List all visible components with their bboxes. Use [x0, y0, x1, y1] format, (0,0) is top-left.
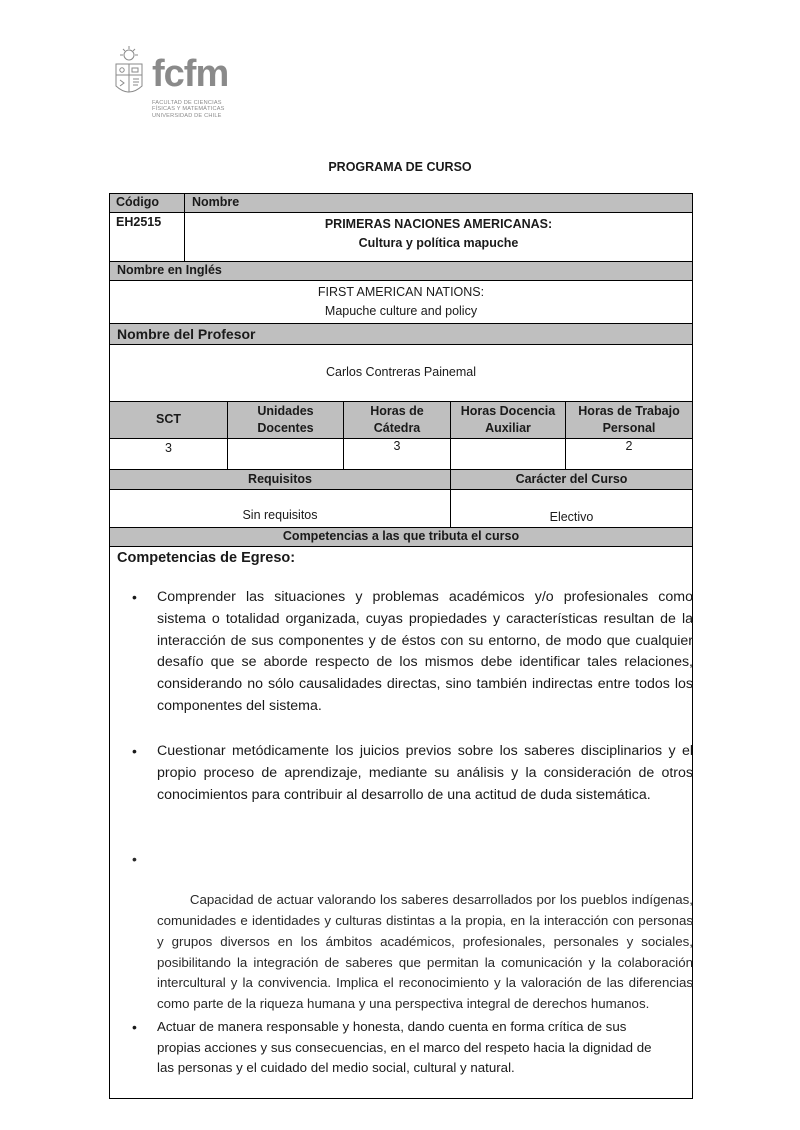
professor-label: Nombre del Profesor	[117, 326, 256, 342]
auxiliar-header-line2: Auxiliar	[485, 421, 531, 435]
course-name-line1: PRIMERAS NACIONES AMERICANAS:	[324, 217, 553, 231]
hours-values-row	[110, 439, 692, 470]
professor-row	[110, 345, 692, 402]
code-name-header-row	[110, 194, 692, 213]
competencia-item	[132, 587, 693, 718]
course-code: EH2515	[116, 215, 162, 229]
caracter-value: Electivo	[549, 510, 594, 524]
caracter-label: Carácter del Curso	[515, 472, 628, 486]
faculty-subtitle-line: FACULTAD DE CIENCIAS	[152, 100, 222, 106]
fcfm-wordmark: fcfm	[152, 53, 229, 95]
personal-header-line1: Horas de Trabajo	[578, 404, 680, 418]
competencias-label: Competencias a las que tributa el curso	[282, 529, 520, 543]
competencia-item	[132, 849, 723, 1035]
competencia-item	[132, 1017, 657, 1079]
competencia-text: Comprender las situaciones y problemas académicos y/o profesionales como sistema o totalidad organizada, cuyas propiedades y características resultan de la interacción de sus componentes y de éstos con su entorno, de modo que cualquier desafío que se aborde respecto de los mismos debe identificar tales relaciones, considerando no sólo causalidades directas, sino también indirectas entre todos los componentes del sistema.	[157, 589, 693, 714]
english-name-line1: FIRST AMERICAN NATIONS:	[317, 285, 485, 299]
code-label: Código	[116, 195, 160, 209]
sct-value: 3	[165, 441, 172, 455]
bullet-icon: •	[132, 851, 137, 867]
code-name-row	[110, 213, 692, 262]
personal-header-line2: Personal	[602, 421, 656, 435]
requisitos-label: Requisitos	[248, 472, 312, 486]
auxiliar-header-line1: Horas Docencia	[460, 404, 556, 418]
requirements-header-row	[110, 470, 692, 490]
fcfm-logo	[112, 46, 252, 130]
personal-value: 2	[625, 439, 633, 453]
sct-header: SCT	[156, 412, 181, 426]
name-label: Nombre	[192, 195, 240, 209]
bullet-icon: •	[132, 589, 137, 605]
competencia-text: Cuestionar metódicamente los juicios previos sobre los saberes disciplinarios y el propio proceso de aprendizaje, mediante su análisis y la consideración de otros conocimientos para contribuir al desarrollo de una actitud de duda sistemática.	[157, 743, 693, 803]
competencias-content	[110, 547, 723, 1098]
catedra-value: 3	[393, 439, 401, 453]
university-seal-icon	[112, 46, 146, 100]
hours-header-row	[110, 402, 692, 439]
bullet-icon: •	[132, 743, 137, 759]
english-name-line2: Mapuche culture and policy	[324, 304, 478, 318]
requisitos-value: Sin requisitos	[242, 508, 318, 522]
competencias-header-row	[110, 528, 692, 547]
competencia-text: Capacidad de actuar valorando los saberes desarrollados por los pueblos indígenas, comunidades e identidades y culturas distintas a la propia, en la interacción con personas y grupos diversos en los ámbitos académicos, profesionales, personales y sociales, posibilitando la integración de saberes que permitan la comunicación y la colaboración intercultural y la convivencia. Implica el reconocimiento y la valoración de las diferencias como parte de la riqueza humana y una perspectiva integral de derechos humanos.	[157, 892, 723, 1011]
bullet-icon: •	[132, 1019, 137, 1035]
document-title: PROGRAMA DE CURSO	[328, 160, 472, 174]
english-name-label: Nombre en Inglés	[117, 263, 222, 277]
unidades-header-line2: Docentes	[257, 421, 314, 435]
english-name-row	[110, 281, 692, 324]
catedra-header-line1: Horas de	[370, 404, 424, 418]
english-name-header-row	[110, 262, 692, 281]
faculty-subtitle-line: FÍSICAS Y MATEMÁTICAS	[152, 106, 225, 113]
catedra-header-line2: Cátedra	[373, 421, 421, 435]
course-name-line2: Cultura y política mapuche	[358, 236, 519, 250]
professor-name: Carlos Contreras Painemal	[325, 365, 477, 379]
requirements-row	[110, 490, 692, 528]
unidades-header-line1: Unidades	[257, 404, 314, 418]
competencia-item	[132, 741, 693, 806]
faculty-subtitle	[152, 100, 262, 119]
professor-header-row	[110, 324, 692, 345]
egreso-title: Competencias de Egreso:	[117, 550, 296, 566]
faculty-subtitle-line: UNIVERSIDAD DE CHILE	[152, 112, 222, 119]
competencia-text: Actuar de manera responsable y honesta, dando cuenta en forma crítica de sus propias acciones y sus consecuencias, en el marco del respeto hacia la dignidad de las personas y el cuidado del medio social, cultural y natural.	[157, 1019, 652, 1076]
course-program-table	[109, 193, 723, 1099]
